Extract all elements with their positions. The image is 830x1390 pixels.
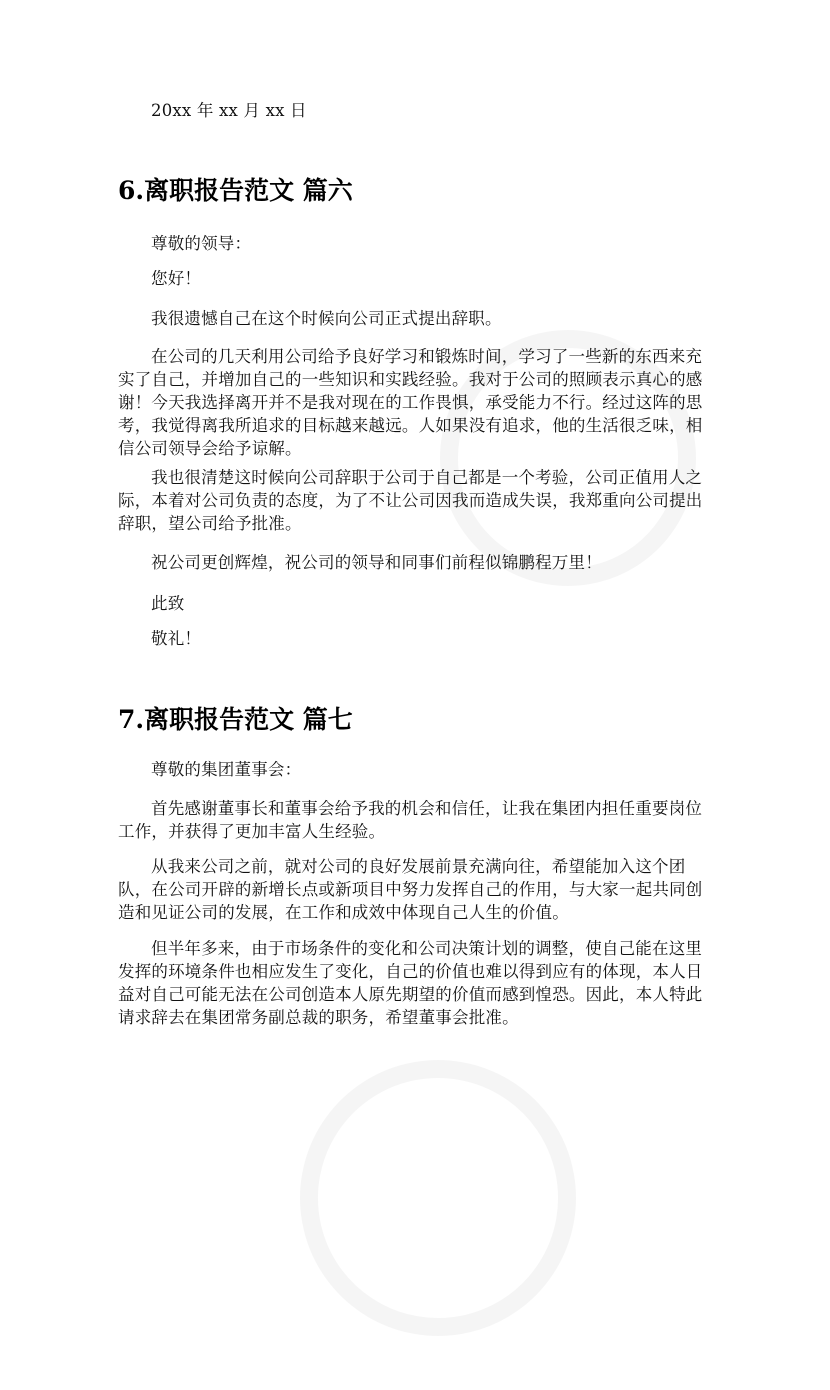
section-6-closing-1: 此致	[151, 594, 185, 613]
section-6-heading: 6.离职报告范文 篇六	[118, 176, 353, 205]
section-6-salutation: 尊敬的领导：	[151, 234, 252, 253]
section-7-paragraph-2: 从我来公司之前，就对公司的良好发展前景充满向往，希望能加入这个团队，在公司开辟的新增长点或新项目中努力发挥自己的作用，与大家一起共同创造和见证公司的发展，在工作和成效中体现自己人生的价值。	[118, 857, 703, 922]
section-7-heading: 7.离职报告范文 篇七	[118, 705, 353, 734]
section-6-paragraph-1: 我很遗憾自己在这个时候向公司正式提出辞职。	[151, 309, 502, 328]
section-7-paragraph-3: 但半年多来，由于市场条件的变化和公司决策计划的调整，使自己能在这里发挥的环境条件也相应发生了变化，自己的价值也难以得到应有的体现，本人日益对自己可能无法在公司创造本人原先期望的价值而感到惶恐。因此，本人特此请求辞去在集团常务副总裁的职务，希望董事会批准。	[118, 939, 703, 1027]
date-line: 20xx 年 xx 月 xx 日	[151, 101, 307, 120]
section-6-greeting: 您好！	[151, 269, 202, 288]
section-7-salutation: 尊敬的集团董事会：	[151, 760, 302, 779]
section-6-paragraph-2: 在公司的几天利用公司给予良好学习和锻炼时间，学习了一些新的东西来充实了自己，并增加自己的一些知识和实践经验。我对于公司的照顾表示真心的感谢！今天我选择离开并不是我对现在的工作畏惧，承受能力不行。经过这阵的思考，我觉得离我所追求的目标越来越远。人如果没有追求，他的生活很乏味，相信公司领导会给予谅解。	[118, 347, 703, 458]
section-6-paragraph-4: 祝公司更创辉煌，祝公司的领导和同事们前程似锦鹏程万里！	[151, 553, 602, 572]
section-7-paragraph-1: 首先感谢董事长和董事会给予我的机会和信任，让我在集团内担任重要岗位工作，并获得了更加丰富人生经验。	[118, 799, 703, 841]
section-6-paragraph-3: 我也很清楚这时候向公司辞职于公司于自己都是一个考验，公司正值用人之际，本着对公司负责的态度，为了不让公司因我而造成失误，我郑重向公司提出辞职，望公司给予批准。	[118, 468, 703, 533]
watermark-mark-lower	[246, 1006, 630, 1390]
section-6-closing-2: 敬礼！	[151, 629, 202, 648]
